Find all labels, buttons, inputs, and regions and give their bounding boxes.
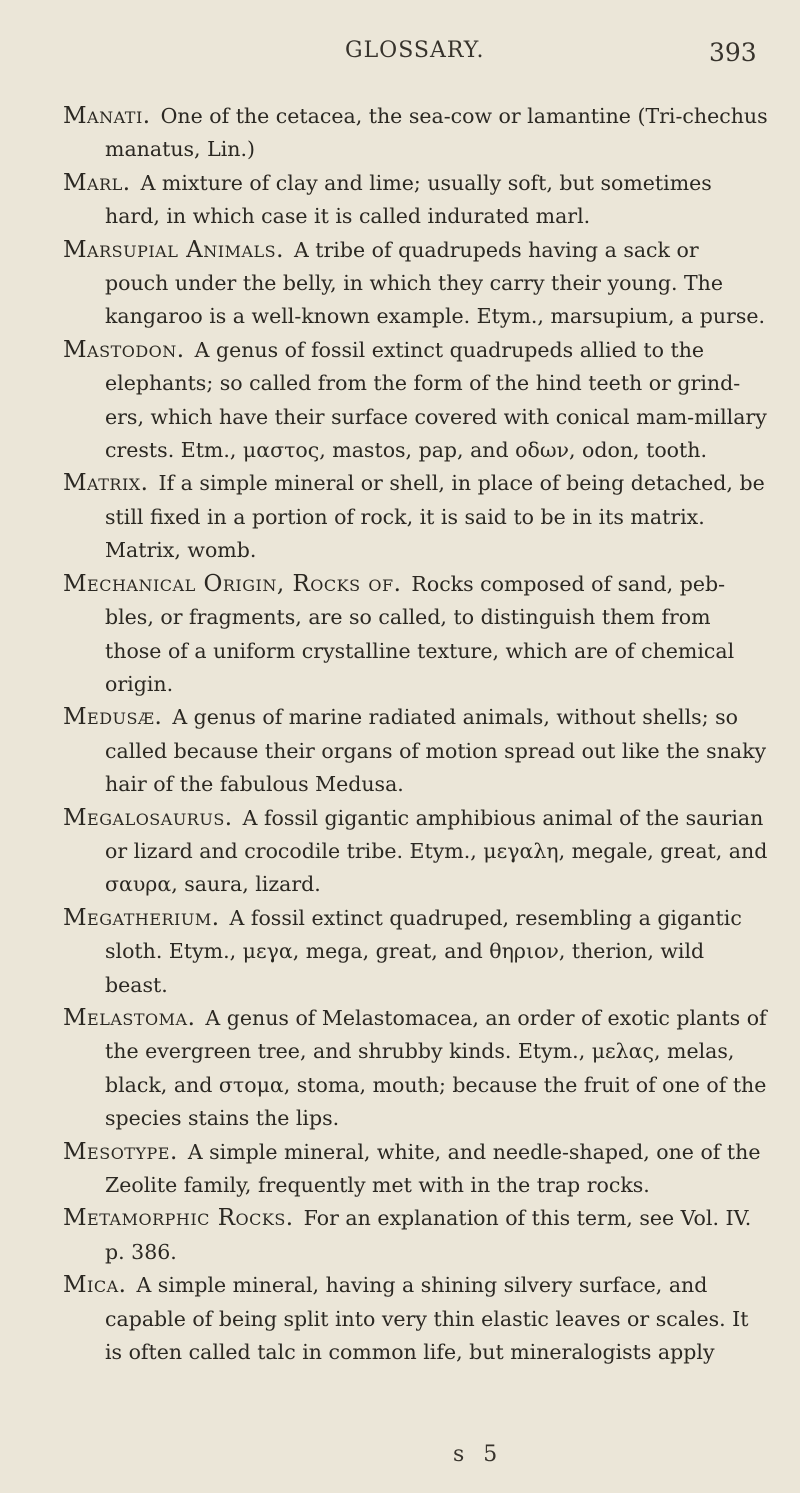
entry-definition: A fossil gigantic amphibious animal of the saurian or lizard and crocodile tribe. Etym., μεγαλη, megale, great, and σαυρα, saura, lizard. — [105, 805, 768, 897]
glossary-entry — [63, 802, 768, 902]
entry-definition: A genus of fossil extinct quadrupeds allied to the elephants; so called from the form of the hind teeth or grind-ers, which have their surface covered with conical mam-millary crests. Etm., μαστος, mastos, pap, and οδων, odon, tooth. — [105, 337, 767, 463]
entry-definition: A fossil extinct quadruped, resembling a gigantic sloth. Etym., μεγα, mega, great, and θηριον, therion, wild beast. — [105, 905, 742, 997]
glossary-entries — [63, 100, 768, 1369]
glossary-entry — [63, 167, 768, 234]
running-title: GLOSSARY. — [345, 38, 485, 63]
entry-term: Marl. — [63, 169, 131, 196]
entry-definition: One of the cetacea, the sea-cow or lamantine (Tri-chechus manatus, Lin.) — [105, 104, 768, 162]
entry-definition: A tribe of quadrupeds having a sack or pouch under the belly, in which they carry their young. The kangaroo is a well-known example. Etym., marsupium, a purse. — [105, 237, 766, 329]
entry-term: Melastoma. — [63, 1004, 196, 1031]
entry-term: Mica. — [63, 1272, 127, 1299]
glossary-entry — [63, 467, 768, 567]
entry-term: Marsupial Animals. — [63, 236, 284, 263]
entry-term: Megatherium. — [63, 904, 220, 931]
entry-definition: A simple mineral, having a shining silvery surface, and capable of being split into very thin elastic leaves or scales. It is often called talc in common life, but mineralogists apply — [105, 1273, 749, 1365]
glossary-entry — [63, 701, 768, 801]
entry-term: Medusæ. — [63, 704, 163, 731]
entry-definition: A mixture of clay and lime; usually soft, but sometimes hard, in which case it is called indurated marl. — [105, 170, 712, 229]
glossary-entry — [63, 1202, 768, 1269]
entry-definition: A simple mineral, white, and needle-shaped, one of the Zeolite family, frequently met with in the trap rocks. — [105, 1139, 761, 1197]
entry-term: Mechanical Origin, Rocks of. — [63, 570, 402, 597]
page-header — [0, 38, 800, 68]
entry-definition: A genus of marine radiated animals, without shells; so called because their organs of motion spread out like the snaky hair of the fabulous Medusa. — [105, 705, 767, 797]
glossary-entry — [63, 568, 768, 702]
signature-mark: s 5 — [453, 1442, 504, 1467]
entry-term: Mesotype. — [63, 1138, 178, 1165]
glossary-entry — [63, 1269, 768, 1369]
glossary-entry — [63, 334, 768, 468]
glossary-entry — [63, 1002, 768, 1136]
entry-definition: If a simple mineral or shell, in place of being detached, be still fixed in a portion of rock, it is said to be in its matrix. Matrix, womb. — [105, 471, 765, 563]
entry-term: Mastodon. — [63, 336, 185, 363]
glossary-entry — [63, 234, 768, 334]
glossary-entry — [63, 100, 768, 167]
entry-definition: A genus of Melastomacea, an order of exotic plants of the evergreen tree, and shrubby kinds. Etym., μελας, melas, black, and στομα, stoma, mouth; because the fruit of one of the species stains the lips. — [105, 1005, 767, 1131]
glossary-entry — [63, 1136, 768, 1203]
entry-term: Manati. — [63, 103, 151, 129]
entry-definition: Rocks composed of sand, peb-bles, or fragments, are so called, to distinguish them from those of a uniform crystalline texture, which are of chemical origin. — [105, 571, 735, 696]
page-number: 393 — [709, 38, 757, 67]
entry-term: Matrix. — [63, 470, 149, 497]
entry-term: Megalosaurus. — [63, 804, 233, 831]
glossary-entry — [63, 902, 768, 1002]
entry-definition: For an explanation of this term, see Vol. IV. p. 386. — [105, 1206, 752, 1264]
entry-term: Metamorphic Rocks. — [63, 1205, 294, 1232]
